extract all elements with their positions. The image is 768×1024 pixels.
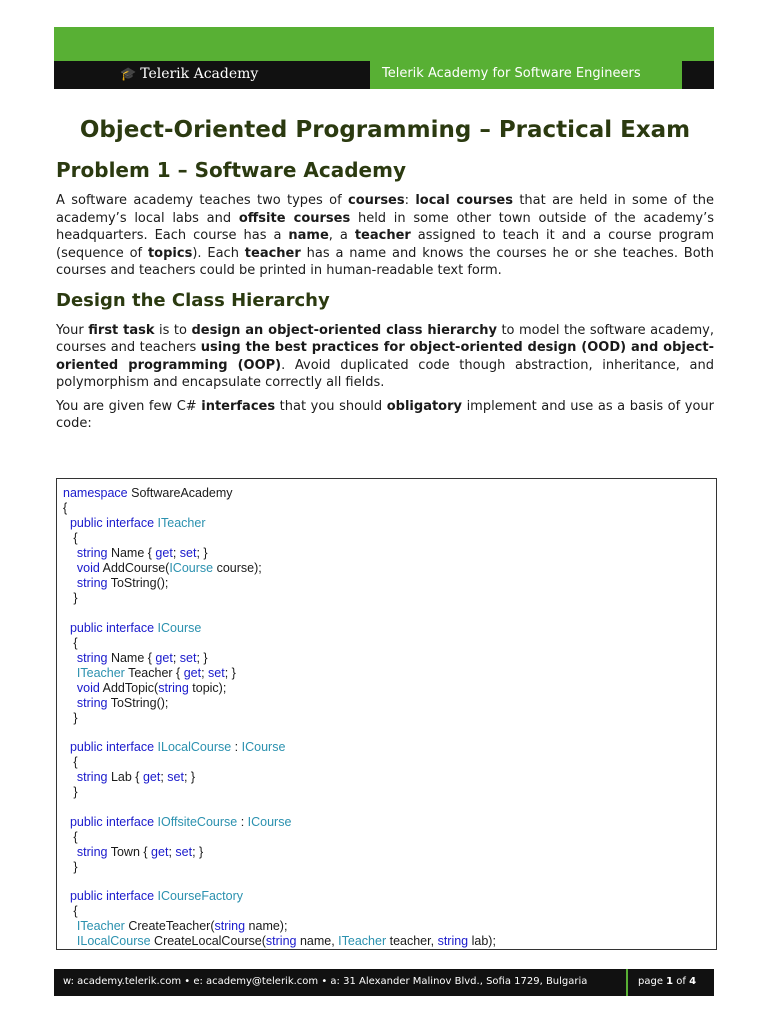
logo-text: Telerik Academy	[140, 66, 259, 82]
code-line: public interface ICourseFactory	[69, 889, 243, 903]
code-line: public interface ICourse	[69, 620, 202, 635]
code-line: string Town { get; set; }	[76, 844, 204, 859]
problem-heading: Problem 1 – Software Academy	[56, 158, 406, 182]
header-band	[54, 61, 714, 89]
given-paragraph: You are given few C# interfaces that you should obligatory implement and use as a basis of your code:	[56, 398, 714, 431]
code-line: }	[73, 785, 78, 799]
code-line: public interface ITeacher	[69, 516, 206, 530]
code-line: }	[73, 710, 78, 725]
code-line: {	[63, 501, 68, 515]
code-line: string Name { get; set; }	[76, 546, 208, 560]
intro-paragraph: A software academy teaches two types of courses: local courses that are held in some of the academy’s local labs and offsite courses held in some other town outside of the academy’s headquarters. Each course has a name, a teacher assigned to teach it and a course program (sequence of topics). Each teacher has a name and knows the courses he or she teaches. Both courses and teachers could be printed in human-readable text form.	[56, 193, 715, 278]
header-green-bar	[54, 27, 714, 61]
code-line: string ToString();	[76, 695, 169, 710]
code-line: string ToString();	[76, 576, 169, 590]
code-line: }	[73, 591, 78, 605]
code-line: {	[73, 755, 78, 769]
code-line: public interface IOffsiteCourse : ICourse	[69, 814, 292, 829]
telerik-academy-logo	[120, 66, 258, 82]
code-blank-line	[63, 606, 710, 621]
document-title: Object-Oriented Programming – Practical Exam	[79, 117, 691, 143]
code-line: namespace SoftwareAcademy	[63, 486, 233, 500]
code-line: ILocalCourse CreateLocalCourse(string name, ITeacher teacher, string lab);	[76, 934, 496, 948]
page-number: page 1 of 4	[638, 976, 697, 987]
tagline-box	[370, 61, 682, 89]
code-line: string Lab { get; set; }	[76, 770, 196, 784]
graduation-cap-icon: 🎓	[120, 67, 137, 82]
code-line: public interface ILocalCourse : ICourse	[69, 740, 286, 754]
code-line: {	[73, 904, 78, 918]
document-body	[56, 114, 714, 433]
code-blank-line	[63, 875, 710, 890]
page-header	[54, 27, 714, 89]
design-heading: Design the Class Hierarchy	[56, 289, 330, 311]
code-line: ITeacher CreateTeacher(string name);	[76, 919, 288, 933]
code-line: {	[73, 829, 78, 844]
footer-contact: w: academy.telerik.com • e: academy@telerik.com • a: 31 Alexander Malinov Blvd., Sofia 1729, Bulgaria	[63, 976, 588, 987]
tagline: Telerik Academy for Software Engineers	[382, 66, 641, 81]
code-line: {	[73, 635, 78, 650]
page-footer	[54, 969, 714, 996]
code-block	[56, 478, 717, 950]
footer-separator	[626, 969, 628, 996]
task-paragraph: Your first task is to design an object-oriented class hierarchy to model the software academy, courses and teachers using the best practices for object-oriented design (OOD) and object-oriented programming (OOP). Avoid duplicated code though abstraction, inheritance, and polymorphism and encapsulate correctly all fields.	[56, 322, 714, 390]
code-line: void AddCourse(ICourse course);	[76, 561, 262, 575]
code-line: {	[73, 531, 78, 545]
code-line: }	[73, 859, 78, 874]
code-line: void AddTopic(string topic);	[76, 680, 227, 695]
code-line: ITeacher Teacher { get; set; }	[76, 665, 236, 680]
code-blank-line	[63, 726, 710, 741]
code-blank-line	[63, 800, 710, 815]
code-line: string Name { get; set; }	[76, 650, 208, 665]
